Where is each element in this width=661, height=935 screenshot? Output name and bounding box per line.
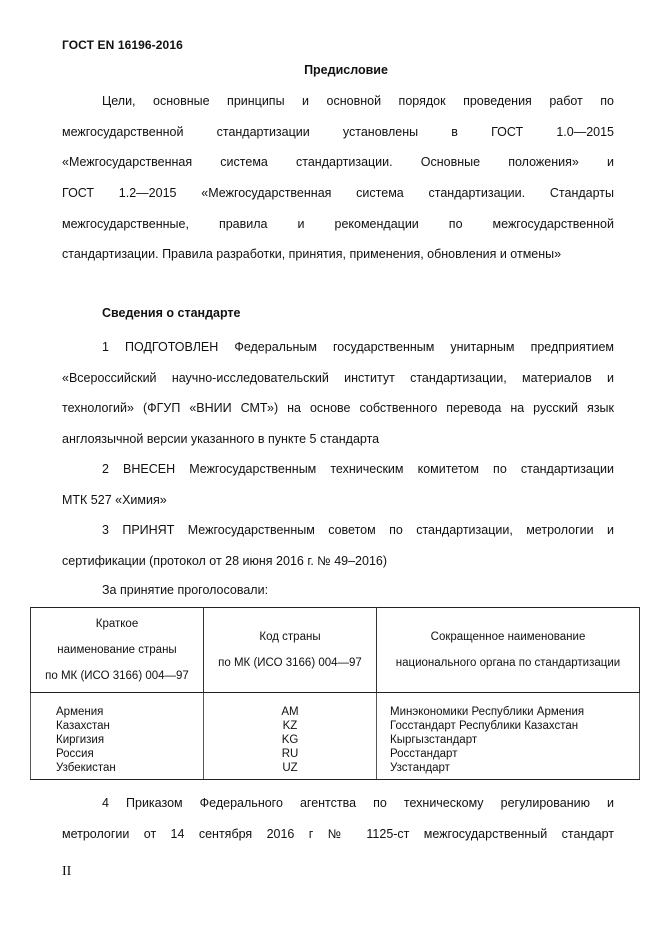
voted-label: За принятие проголосовали:: [102, 583, 269, 597]
header-line: Сокращенное наименование: [430, 631, 586, 643]
header-line: по МК (ИСО 3166) 004—97: [218, 657, 362, 669]
vote-table: [30, 607, 640, 780]
national-body: Госстандарт Республики Казахстан: [390, 720, 579, 732]
header-national-body: [377, 608, 640, 693]
country-name: Казахстан: [56, 720, 110, 732]
text-line: межгосударственной стандартизации установлены в ГОСТ 1.0—2015: [62, 124, 614, 139]
country-name: Узбекистан: [56, 762, 116, 774]
item-4-paragraph: [62, 788, 614, 849]
national-body: Кыргызстандарт: [390, 734, 478, 746]
table-body-row: [31, 693, 640, 780]
text-line: 1 ПОДГОТОВЛЕН Федеральным государственным унитарным предприятием: [102, 340, 614, 354]
text-line: англоязычной версии указанного в пункте 5 стандарта: [62, 432, 380, 447]
country-code: AM: [281, 706, 299, 718]
country-code: KG: [281, 734, 299, 746]
header-line: наименование страны: [57, 644, 177, 656]
foreword-paragraph: [62, 86, 614, 270]
country-code: KZ: [282, 720, 298, 732]
item-3-paragraph: [62, 515, 614, 576]
country-code: UZ: [282, 762, 298, 774]
text-line: МТК 527 «Химия»: [62, 492, 167, 507]
body-column: [377, 693, 640, 780]
item-2-paragraph: [62, 454, 614, 515]
text-line: межгосударственные, правила и рекомендации по межгосударственной: [62, 216, 614, 231]
text-line: 2 ВНЕСЕН Межгосударственным техническим комитетом по стандартизации: [102, 462, 614, 476]
table-header-row: [31, 608, 640, 693]
header-line: Код страны: [259, 631, 321, 643]
text-line: сертификации (протокол от 28 июня 2016 г. № 49–2016): [62, 553, 388, 568]
country-name: Киргизия: [56, 734, 105, 746]
header-line: Краткое: [95, 618, 139, 630]
country-code: RU: [281, 748, 299, 760]
header-line: национального органа по стандартизации: [395, 657, 621, 669]
item-1-paragraph: [62, 332, 614, 455]
text-line: 4 Приказом Федерального агентства по техническому регулированию и: [102, 796, 614, 810]
text-line: метрологии от 14 сентября 2016 г № 1125-ст межгосударственный стандарт: [62, 826, 614, 841]
section-title: Сведения о стандарте: [102, 306, 241, 320]
header-line: по МК (ИСО 3166) 004—97: [45, 670, 189, 682]
national-body: Узстандарт: [390, 762, 450, 774]
national-body: Росстандарт: [390, 748, 458, 760]
code-column: [204, 693, 377, 780]
text-line: Цели, основные принципы и основной порядок проведения работ по: [102, 94, 614, 108]
header-country-code: [204, 608, 377, 693]
header-country-name: [31, 608, 204, 693]
text-line: технологий» (ФГУП «ВНИИ СМТ») на основе собственного перевода на русский язык: [62, 401, 614, 416]
text-line: ГОСТ 1.2—2015 «Межгосударственная система стандартизации. Стандарты: [62, 186, 614, 201]
text-line: «Всероссийский научно-исследовательский институт стандартизации, материалов и: [62, 370, 614, 385]
foreword-title: Предисловие: [304, 63, 388, 77]
text-line: стандартизации. Правила разработки, принятия, применения, обновления и отмены»: [62, 247, 562, 262]
national-body: Минэкономики Республики Армения: [390, 706, 585, 718]
country-name: Россия: [56, 748, 94, 760]
country-column: [31, 693, 204, 780]
text-line: 3 ПРИНЯТ Межгосударственным советом по стандартизации, метрологии и: [102, 523, 614, 537]
document-code: ГОСТ EN 16196-2016: [62, 38, 183, 52]
country-name: Армения: [56, 706, 104, 718]
page-number: II: [62, 864, 72, 879]
text-line: «Межгосударственная система стандартизации. Основные положения» и: [62, 155, 614, 170]
